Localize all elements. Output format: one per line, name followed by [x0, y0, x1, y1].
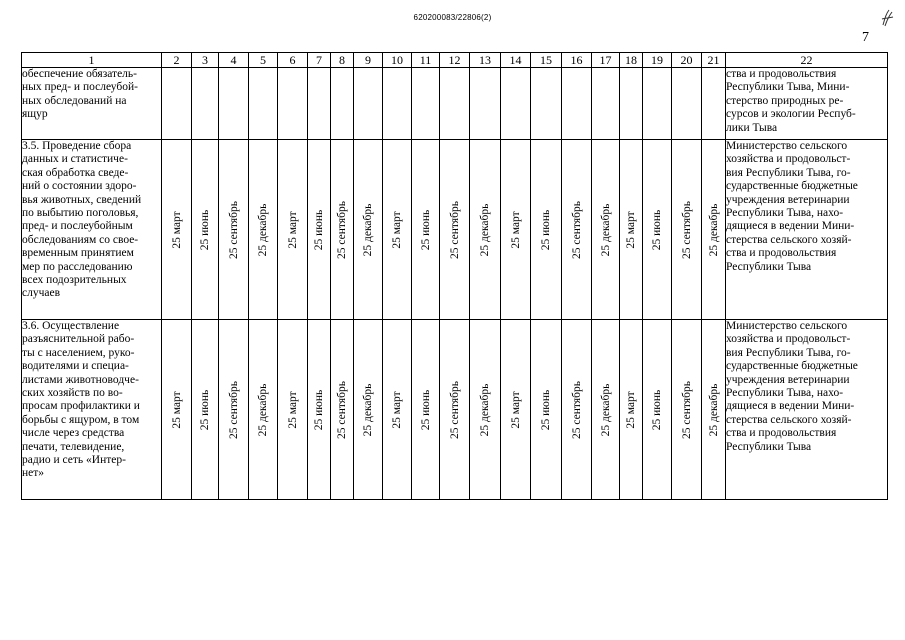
activity-description-line: ящур	[22, 108, 48, 121]
column-number-header: 22	[726, 53, 888, 68]
deadline-cell	[501, 68, 531, 140]
deadline-date: 25 март	[286, 390, 299, 429]
deadline-cell	[531, 320, 562, 500]
deadline-cell	[620, 320, 643, 500]
deadline-cell	[592, 68, 620, 140]
deadline-cell	[702, 68, 726, 140]
activity-description-line: обследованиям со свое-	[22, 233, 139, 246]
activity-description-line: мер по расследованию	[22, 260, 133, 273]
deadline-date: 25 декабрь	[362, 203, 374, 256]
activity-description-line: ний о состоянии здоро-	[22, 180, 137, 193]
deadline-cell	[354, 140, 383, 320]
column-number-header: 15	[531, 53, 562, 68]
activity-description-line: по выбытию поголовья,	[22, 207, 139, 220]
column-number-header: 12	[440, 53, 470, 68]
responsible-executors-line: хозяйства и продовольст-	[726, 153, 851, 166]
activity-description-line: просам профилактики и	[22, 400, 140, 413]
deadline-cell	[192, 320, 219, 500]
column-number-header: 11	[412, 53, 440, 68]
deadline-cell	[354, 320, 383, 500]
deadline-cell	[643, 140, 672, 320]
deadline-date: 25 сентябрь	[336, 200, 348, 259]
deadline-cell	[620, 68, 643, 140]
deadline-cell	[219, 320, 249, 500]
responsible-executors-line: стерство природных ре-	[726, 94, 844, 107]
responsible-executors-line: Министерство сельского	[726, 320, 848, 332]
deadline-date: 25 сентябрь	[448, 200, 461, 259]
column-number-header: 13	[470, 53, 501, 68]
deadline-cell	[383, 68, 412, 140]
table-row	[22, 320, 888, 500]
deadline-date: 25 июнь	[419, 209, 432, 250]
deadline-cell	[702, 140, 726, 320]
deadline-date: 25 июнь	[419, 389, 432, 430]
activity-description-line: ных пред- и послеубой-	[22, 81, 138, 94]
deadline-cell	[249, 68, 278, 140]
column-number-header: 14	[501, 53, 531, 68]
deadline-cell	[562, 320, 592, 500]
activity-description-line: ты с населением, руко-	[22, 346, 135, 359]
deadline-date: 25 март	[625, 390, 637, 429]
responsible-executors-line: лики Тыва	[726, 121, 778, 134]
deadline-date: 25 март	[625, 210, 637, 249]
responsible-executors-line: Республики Тыва	[726, 440, 812, 453]
column-number-header: 3	[192, 53, 219, 68]
deadline-date: 25 март	[391, 210, 403, 249]
deadline-date: 25 март	[509, 210, 522, 249]
column-number-header: 1	[22, 53, 162, 68]
deadline-date: 25 сентябрь	[227, 380, 240, 439]
activity-description-line: временным принятием	[22, 247, 134, 260]
deadline-date: 25 декабрь	[257, 203, 269, 256]
deadline-cell	[470, 320, 501, 500]
responsible-executors-line: стерства сельского хозяй-	[726, 413, 852, 426]
deadline-date: 25 сентябрь	[570, 380, 583, 439]
deadline-date: 25 сентябрь	[336, 380, 348, 439]
deadline-cell	[672, 320, 702, 500]
deadline-cell	[278, 320, 308, 500]
activity-description-line: пред- и послеубойным	[22, 220, 133, 233]
responsible-executors-line: Республики Тыва	[726, 260, 812, 273]
deadline-date: 25 март	[170, 390, 183, 429]
deadline-date: 25 декабрь	[707, 203, 720, 256]
responsible-executors-cell	[726, 68, 888, 140]
deadline-cell	[354, 68, 383, 140]
column-number-header: 7	[308, 53, 331, 68]
column-number-header: 8	[331, 53, 354, 68]
responsible-executors-line: Республики Тыва, нахо-	[726, 207, 844, 220]
deadline-date: 25 сентябрь	[448, 380, 461, 439]
deadline-cell	[531, 140, 562, 320]
deadline-date: 25 июнь	[540, 389, 552, 430]
responsible-executors-line: дящиеся в ведении Мини-	[726, 400, 855, 413]
deadline-cell	[412, 140, 440, 320]
activity-description-line: ных обследований на	[22, 94, 127, 107]
responsible-executors-line: сурсов и экологии Респуб-	[726, 108, 856, 121]
deadline-cell	[592, 140, 620, 320]
deadline-cell	[470, 68, 501, 140]
deadline-cell	[219, 68, 249, 140]
handwritten-initials-icon	[880, 8, 894, 28]
deadline-cell	[643, 320, 672, 500]
deadline-cell	[412, 68, 440, 140]
deadline-date: 25 декабрь	[257, 383, 269, 436]
deadline-cell	[219, 140, 249, 320]
activity-description-line: листами животноводче-	[22, 373, 139, 386]
column-number-header: 10	[383, 53, 412, 68]
responsible-executors-line: стерства сельского хозяй-	[726, 233, 852, 246]
activity-description-line: водителями и специа-	[22, 360, 129, 373]
deadline-cell	[440, 140, 470, 320]
activity-description-cell	[22, 68, 162, 140]
activity-description-line: печати, телевидение,	[22, 440, 125, 453]
deadline-date: 25 декабрь	[479, 203, 491, 256]
document-registration-number: 620200083/22806(2)	[413, 13, 492, 22]
responsible-executors-line: Министерство сельского	[726, 140, 848, 152]
column-number-header: 5	[249, 53, 278, 68]
column-number-header-row	[22, 53, 888, 68]
deadline-cell	[249, 320, 278, 500]
deadline-date: 25 март	[286, 210, 299, 249]
activity-description-line: данных и статистиче-	[22, 153, 128, 166]
deadline-cell	[643, 68, 672, 140]
deadline-cell	[192, 68, 219, 140]
column-number-header: 17	[592, 53, 620, 68]
responsible-executors-line: Республики Тыва, нахо-	[726, 387, 844, 400]
activity-description-line: борьбы с ящуром, в том	[22, 413, 140, 426]
activity-description-line: числе через средства	[22, 427, 125, 440]
deadline-cell	[592, 320, 620, 500]
activity-description-line: ская обработка сведе-	[22, 166, 129, 179]
responsible-executors-line: сударственные бюджетные	[726, 360, 858, 373]
deadline-cell	[672, 68, 702, 140]
activity-schedule-table	[21, 52, 888, 500]
deadline-cell	[383, 320, 412, 500]
responsible-executors-line: Республики Тыва, Мини-	[726, 81, 850, 94]
deadline-cell	[308, 140, 331, 320]
activity-description-line: нет»	[22, 467, 45, 480]
page-number: 7	[862, 30, 869, 45]
deadline-date: 25 март	[170, 210, 183, 249]
deadline-cell	[672, 140, 702, 320]
deadline-cell	[249, 140, 278, 320]
deadline-cell	[702, 320, 726, 500]
deadline-cell	[162, 140, 192, 320]
deadline-date: 25 июнь	[651, 209, 663, 250]
deadline-date: 25 июнь	[199, 389, 211, 430]
column-number-header: 6	[278, 53, 308, 68]
table-row	[22, 140, 888, 320]
deadline-cell	[620, 140, 643, 320]
deadline-cell	[331, 140, 354, 320]
deadline-cell	[308, 68, 331, 140]
deadline-date: 25 сентябрь	[570, 200, 583, 259]
deadline-date: 25 сентябрь	[227, 200, 240, 259]
responsible-executors-line: ства и продовольствия	[726, 68, 837, 80]
column-number-header: 2	[162, 53, 192, 68]
activity-description-line: всех подозрительных	[22, 274, 127, 287]
responsible-executors-line: хозяйства и продовольст-	[726, 333, 851, 346]
deadline-date: 25 июнь	[540, 209, 552, 250]
deadline-cell	[278, 68, 308, 140]
deadline-cell	[470, 140, 501, 320]
responsible-executors-line: сударственные бюджетные	[726, 180, 858, 193]
deadline-cell	[331, 320, 354, 500]
activity-description-line: 3.5. Проведение сбора	[22, 140, 132, 152]
column-number-header: 21	[702, 53, 726, 68]
table-row	[22, 68, 888, 140]
column-number-header: 9	[354, 53, 383, 68]
activity-description-line: случаев	[22, 287, 61, 300]
activity-description-cell	[22, 140, 162, 320]
activity-description-line: разъяснительной рабо-	[22, 333, 135, 346]
activity-description-line: обеспечение обязатель-	[22, 68, 137, 80]
deadline-cell	[308, 320, 331, 500]
deadline-cell	[501, 320, 531, 500]
deadline-date: 25 март	[509, 390, 522, 429]
deadline-cell	[383, 140, 412, 320]
deadline-cell	[440, 68, 470, 140]
responsible-executors-cell	[726, 320, 888, 500]
responsible-executors-line: вия Республики Тыва, го-	[726, 346, 851, 359]
deadline-cell	[412, 320, 440, 500]
responsible-executors-line: ства и продовольствия	[726, 427, 837, 440]
deadline-date: 25 декабрь	[707, 383, 720, 436]
deadline-cell	[440, 320, 470, 500]
activity-description-line: вья животных, сведений	[22, 193, 142, 206]
deadline-date: 25 сентябрь	[680, 380, 693, 439]
deadline-cell	[501, 140, 531, 320]
column-number-header: 4	[219, 53, 249, 68]
column-number-header: 19	[643, 53, 672, 68]
responsible-executors-line: ства и продовольствия	[726, 247, 837, 260]
activity-description-line: ских хозяйств по во-	[22, 387, 123, 400]
responsible-executors-line: дящиеся в ведении Мини-	[726, 220, 855, 233]
deadline-cell	[192, 140, 219, 320]
deadline-date: 25 декабрь	[599, 383, 612, 436]
deadline-cell	[562, 68, 592, 140]
activity-description-line: 3.6. Осуществление	[22, 320, 120, 332]
deadline-cell	[531, 68, 562, 140]
responsible-executors-line: учреждения ветеринарии	[726, 193, 850, 206]
responsible-executors-line: вия Республики Тыва, го-	[726, 166, 851, 179]
deadline-date: 25 март	[391, 390, 403, 429]
deadline-date: 25 декабрь	[479, 383, 491, 436]
deadline-cell	[562, 140, 592, 320]
deadline-date: 25 июнь	[313, 389, 325, 430]
deadline-date: 25 июнь	[313, 209, 325, 250]
deadline-cell	[162, 68, 192, 140]
deadline-cell	[331, 68, 354, 140]
column-number-header: 20	[672, 53, 702, 68]
deadline-date: 25 сентябрь	[680, 200, 693, 259]
responsible-executors-cell	[726, 140, 888, 320]
deadline-date: 25 декабрь	[599, 203, 612, 256]
deadline-date: 25 июнь	[199, 209, 211, 250]
column-number-header: 16	[562, 53, 592, 68]
activity-description-line: радио и сеть «Интер-	[22, 454, 126, 467]
deadline-cell	[162, 320, 192, 500]
deadline-date: 25 июнь	[651, 389, 663, 430]
responsible-executors-line: учреждения ветеринарии	[726, 373, 850, 386]
column-number-header: 18	[620, 53, 643, 68]
deadline-cell	[278, 140, 308, 320]
deadline-date: 25 декабрь	[362, 383, 374, 436]
activity-description-cell	[22, 320, 162, 500]
